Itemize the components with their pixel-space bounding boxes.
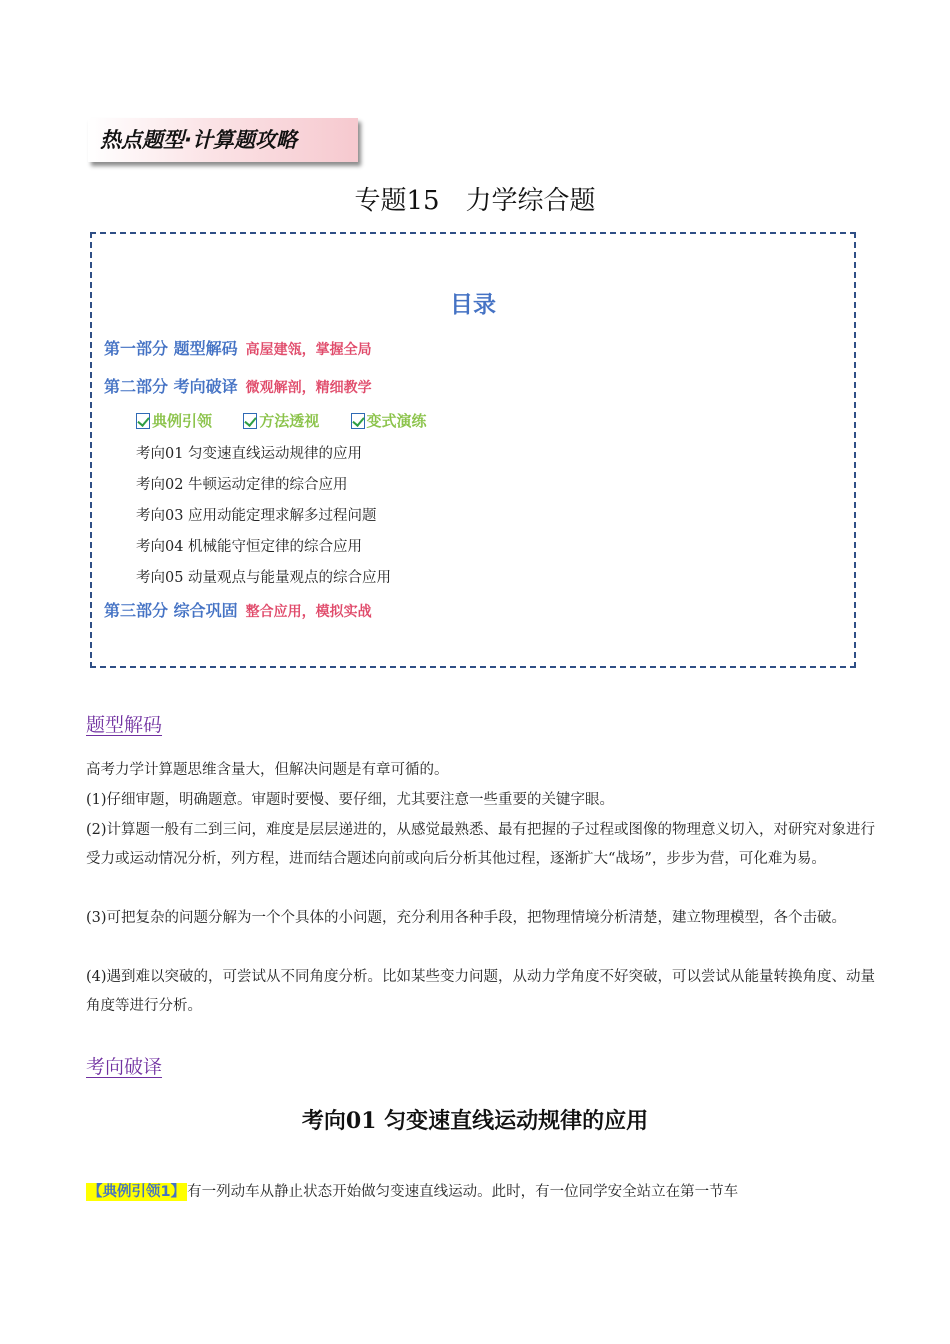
tool-method[interactable] — [243, 410, 319, 431]
tool-label: 变式演练 — [366, 412, 427, 430]
toc-part-1-sub: 高屋建瓴，掌握全局 — [245, 342, 372, 358]
paragraph-3: (2)计算题一般有二到三问，难度是层层递进的，从感觉最熟悉、最有把握的子过程或图像的物理意义切入，对研究对象进行受力或运动情况分析，列方程，进而结合题述向前或向后分析其他过程，逐渐扩大“战场”，步步为营，可化难为易。 — [86, 822, 876, 867]
toc-heading: 目录 — [450, 292, 496, 318]
topic-tag-text: 热点题型·计算题攻略 — [100, 128, 297, 152]
topic-tag — [88, 118, 358, 162]
toc-item-1[interactable]: 考向01 匀变速直线运动规律的应用 — [136, 446, 363, 462]
paragraph-4: (3)可把复杂的问题分解为一个个具体的小问题，充分利用各种手段，把物理情境分析清楚，建立物理模型，各个击破。 — [86, 910, 847, 926]
toc-item-4[interactable]: 考向04 机械能守恒定律的综合应用 — [136, 539, 363, 555]
toc-part-3-sub: 整合应用，模拟实战 — [245, 604, 372, 620]
example-text: 有一列动车从静止状态开始做匀变速直线运动。此时，有一位同学安全站立在第一节车 — [187, 1184, 739, 1200]
checkbox-icon — [351, 413, 365, 429]
checkbox-icon — [243, 413, 257, 429]
toc-item-5[interactable]: 考向05 动量观点与能量观点的综合应用 — [136, 570, 392, 586]
toc-tools — [136, 410, 453, 433]
toc-box — [90, 232, 856, 668]
example-paragraph — [86, 1180, 738, 1201]
toc-part-1-label: 第一部分 题型解码 — [104, 339, 238, 358]
tool-label: 典例引领 — [152, 412, 213, 430]
section-heading-decode: 题型解码 — [86, 714, 163, 736]
toc-part-2-label: 第二部分 考向破译 — [104, 377, 238, 396]
paragraph-5: (4)遇到难以突破的，可尝试从不同角度分析。比如某些变力问题，从动力学角度不好突破，可以尝试从能量转换角度、动量角度等进行分析。 — [86, 969, 876, 1014]
toc-part-2-sub: 微观解剖，精细教学 — [245, 380, 372, 396]
toc-item-2[interactable]: 考向02 牛顿运动定律的综合应用 — [136, 477, 348, 493]
toc-part-1[interactable] — [104, 336, 372, 359]
tool-typical-example[interactable] — [136, 410, 212, 431]
paragraph-2: (1)仔细审题，明确题意。审题时要慢、要仔细，尤其要注意一些重要的关键字眼。 — [86, 792, 615, 808]
example-tag: 【典例引领1】 — [88, 1184, 186, 1200]
paragraph-1: 高考力学计算题思维含量大，但解决问题是有章可循的。 — [86, 762, 449, 778]
checkbox-icon — [136, 413, 150, 429]
tool-variation[interactable] — [351, 410, 427, 431]
toc-part-2[interactable] — [104, 374, 372, 397]
page-title: 专题15 力学综合题 — [354, 186, 596, 216]
direction-subtitle: 考向01 匀变速直线运动规律的应用 — [301, 1108, 649, 1134]
toc-part-3[interactable] — [104, 598, 372, 621]
toc-item-3[interactable]: 考向03 应用动能定理求解多过程问题 — [136, 508, 377, 524]
tool-label: 方法透视 — [259, 412, 320, 430]
section-heading-direction: 考向破译 — [86, 1056, 163, 1078]
toc-part-3-label: 第三部分 综合巩固 — [104, 601, 238, 620]
